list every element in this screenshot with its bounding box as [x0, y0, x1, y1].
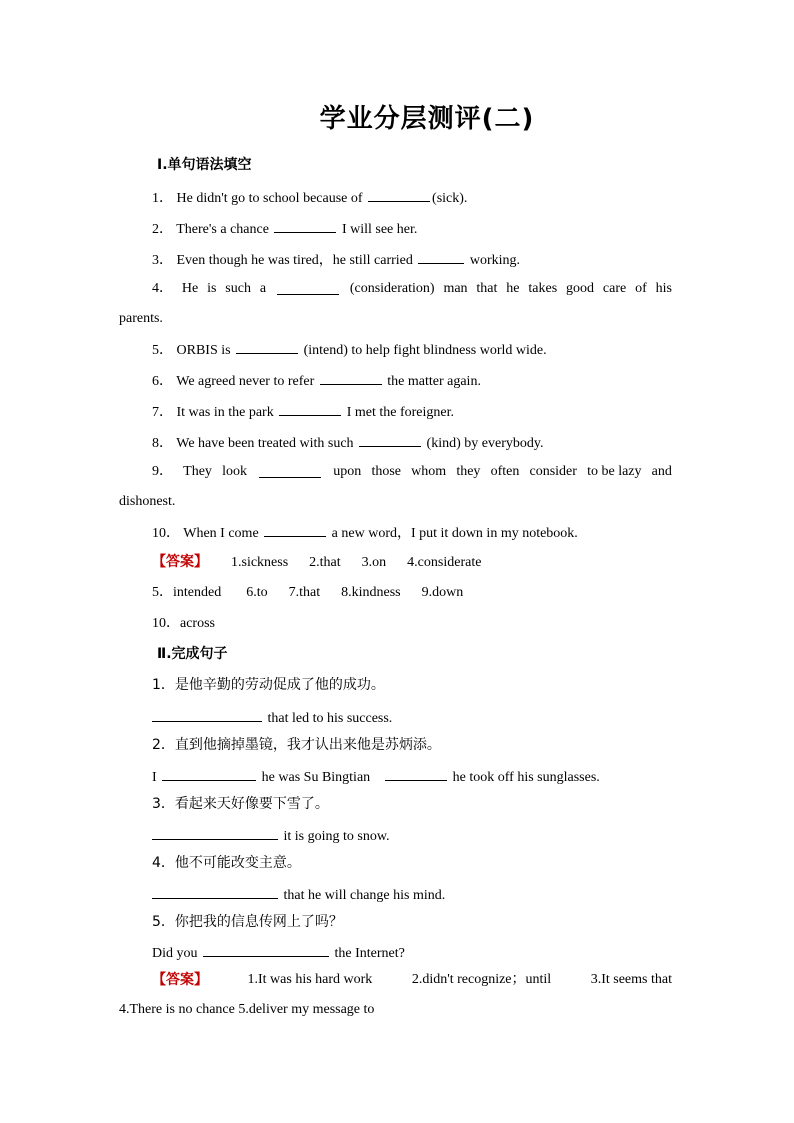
question-text: We have been treated with such: [176, 436, 354, 451]
question-word: they: [456, 464, 481, 479]
chinese-prompt: 3．看起来天好像要下雪了。: [152, 796, 329, 812]
question-text: the matter again.: [387, 374, 481, 389]
question-number: 2．: [152, 222, 173, 237]
answer-blank[interactable]: [162, 766, 256, 781]
question-line: [152, 463, 672, 481]
question-text: a new word，I put it down in my notebook.: [331, 526, 578, 541]
question-line: [152, 432, 543, 453]
question-text: working.: [469, 253, 521, 268]
answer-blank[interactable]: [264, 522, 326, 537]
question-word: look: [222, 464, 247, 479]
question-line: [152, 522, 578, 543]
sentence-text: the Internet?: [334, 946, 405, 961]
question-line: [152, 339, 547, 360]
answer-blank[interactable]: [418, 249, 464, 264]
question-word: a: [259, 281, 267, 296]
question-line: [152, 187, 467, 208]
question-word: those: [371, 464, 401, 479]
question-text: (sick).: [432, 191, 468, 206]
question-text: (kind) by everybody.: [426, 436, 544, 451]
question-word: takes: [528, 281, 558, 296]
answer-key-line: 10．across: [152, 616, 215, 631]
answer-tag: 【答案】: [152, 554, 208, 570]
section-heading: Ⅰ.单句语法填空: [157, 157, 252, 173]
answer-key-line: [152, 971, 672, 989]
answer-item: 5．intended: [152, 585, 222, 600]
answer-item: 9.down: [421, 585, 464, 600]
sentence-text: it is going to snow.: [283, 829, 390, 844]
answer-key-line: 4.There is no chance 5.deliver my message to: [119, 1002, 375, 1017]
question-number: 1．: [152, 191, 173, 206]
question-word: consider: [529, 464, 577, 479]
answer-blank[interactable]: [279, 401, 341, 416]
answer-blank[interactable]: [152, 825, 278, 840]
answer-item: 1.It was his hard work: [247, 972, 373, 987]
answer-blank[interactable]: [152, 884, 278, 899]
question-line: [152, 218, 417, 239]
answer-key-line: [152, 553, 481, 572]
question-word: They: [183, 464, 212, 479]
question-number: 8．: [152, 436, 173, 451]
answer-blank[interactable]: [203, 942, 329, 957]
question-text: Even though he was tired，he still carried: [176, 253, 413, 268]
answer-blank[interactable]: [236, 339, 298, 354]
question-word: that: [476, 281, 498, 296]
answer-blank[interactable]: [320, 370, 382, 385]
question-number: 10．: [152, 526, 180, 541]
chinese-prompt: 1．是他辛勤的劳动促成了他的成功。: [152, 677, 385, 693]
sentence-line: [152, 825, 390, 846]
question-word: He: [181, 281, 199, 296]
chinese-prompt: 2．直到他摘掉墨镜，我才认出来他是苏炳添。: [152, 737, 441, 753]
sentence-text: he took off his sunglasses.: [452, 770, 600, 785]
question-number: 3．: [152, 253, 173, 268]
question-text: When I come: [183, 526, 259, 541]
answer-item: 3.on: [361, 555, 387, 570]
question-word: he: [506, 281, 520, 296]
question-text: I will see her.: [341, 222, 418, 237]
question-word: of: [635, 281, 647, 296]
question-line: [152, 280, 672, 298]
answer-key-line: [152, 584, 463, 602]
question-word: upon: [333, 464, 362, 479]
sentence-text: that led to his success.: [267, 711, 393, 726]
question-text: It was in the park: [176, 405, 274, 420]
sentence-text: that he will change his mind.: [283, 888, 446, 903]
answer-blank[interactable]: [259, 463, 321, 478]
sentence-line: [152, 766, 600, 787]
section-heading: Ⅱ.完成句子: [157, 646, 228, 662]
answer-blank[interactable]: [274, 218, 336, 233]
question-word: and: [651, 464, 672, 479]
answer-tag: 【答案】: [152, 972, 208, 988]
question-word: (consideration): [349, 281, 435, 296]
question-word: his: [655, 281, 672, 296]
answer-item: 2.that: [309, 555, 341, 570]
question-continuation: parents.: [119, 311, 163, 326]
question-word: care: [602, 281, 627, 296]
sentence-text: Did you: [152, 946, 198, 961]
question-text: (intend) to help fight blindness world wide.: [303, 343, 547, 358]
question-word: often: [490, 464, 520, 479]
answer-item: 2.didn't recognize；until: [411, 972, 552, 987]
question-number: 6．: [152, 374, 173, 389]
answer-item: 3.It seems that: [590, 972, 672, 987]
question-text: We agreed never to refer: [176, 374, 315, 389]
question-word: good: [566, 281, 595, 296]
page-title: 学业分层测评(二): [319, 104, 535, 134]
answer-blank[interactable]: [152, 707, 262, 722]
answer-blank[interactable]: [368, 187, 430, 202]
answer-blank[interactable]: [277, 280, 339, 295]
answer-item: 6.to: [246, 585, 268, 600]
question-line: [152, 370, 481, 391]
question-word: to be lazy: [587, 464, 642, 479]
answer-item: 7.that: [288, 585, 321, 600]
answer-blank[interactable]: [359, 432, 421, 447]
question-word: man: [443, 281, 468, 296]
question-number: 4．: [152, 281, 173, 296]
question-text: There's a chance: [176, 222, 269, 237]
question-text: ORBIS is: [176, 343, 231, 358]
question-number: 7．: [152, 405, 173, 420]
question-word: is: [207, 281, 217, 296]
chinese-prompt: 5．你把我的信息传网上了吗？: [152, 914, 343, 930]
question-number: 9．: [152, 464, 173, 479]
sentence-line: [152, 942, 405, 963]
answer-item: 4.considerate: [407, 555, 482, 570]
answer-item: 1.sickness: [231, 555, 289, 570]
sentence-line: [152, 707, 392, 728]
sentence-text: I: [152, 770, 157, 785]
question-word: whom: [411, 464, 447, 479]
sentence-line: [152, 884, 445, 905]
question-continuation: dishonest.: [119, 494, 176, 509]
question-word: such: [225, 281, 251, 296]
chinese-prompt: 4．他不可能改变主意。: [152, 855, 301, 871]
answer-blank[interactable]: [385, 766, 447, 781]
question-line: [152, 249, 520, 270]
question-number: 5．: [152, 343, 173, 358]
question-line: [152, 401, 454, 422]
question-text: He didn't go to school because of: [176, 191, 363, 206]
sentence-text: he was Su Bingtian: [261, 770, 371, 785]
answer-item: 8.kindness: [341, 585, 401, 600]
question-text: I met the foreigner.: [346, 405, 454, 420]
